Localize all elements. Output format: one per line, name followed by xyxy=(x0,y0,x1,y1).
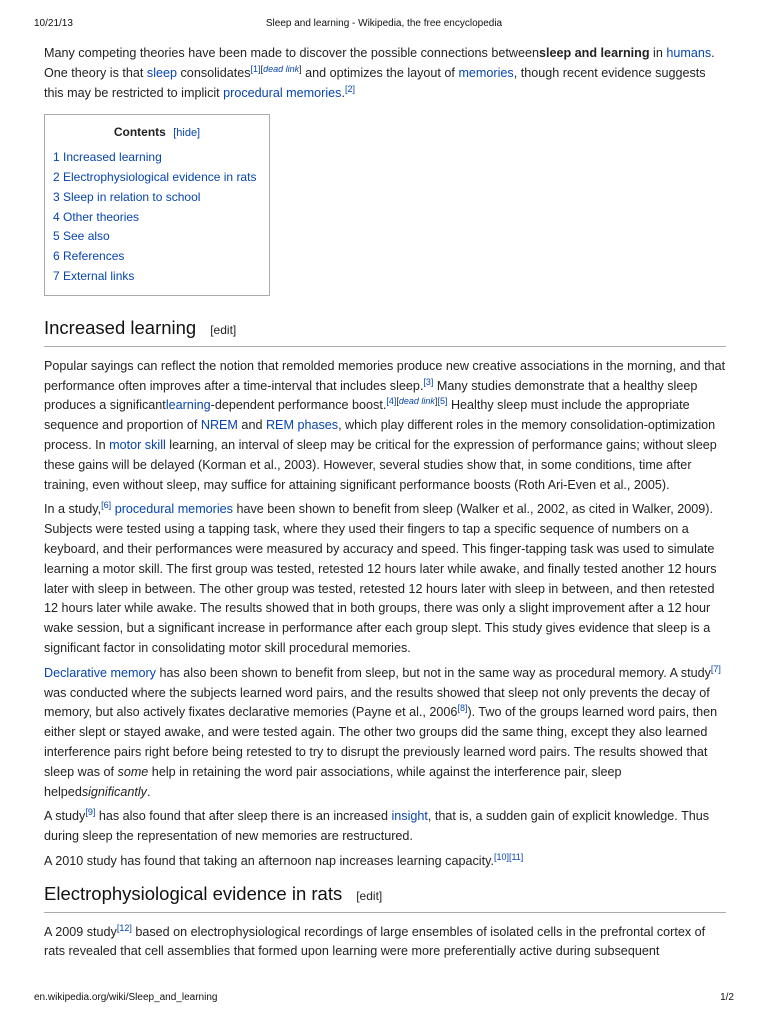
link-sleep[interactable]: sleep xyxy=(146,65,178,80)
citation-1[interactable]: [1] xyxy=(250,63,261,74)
link-procedural-memories[interactable]: procedural memories xyxy=(114,502,233,517)
citation-9[interactable]: [9] xyxy=(85,807,96,818)
toc-hide-toggle[interactable]: [hide] xyxy=(173,127,201,140)
text: help in retaining the word pair associations, while against the interference pair, sleep helped xyxy=(44,764,622,799)
text: based on electrophysiological recordings of large ensembles of isolated cells in the prefrontal cortex of rats revealed that cell assemblies that formed upon learning were more preferentially active during subsequent xyxy=(44,924,706,959)
toc-item[interactable]: 2 Electrophysiological evidence in rats xyxy=(53,169,257,184)
text: was conducted where the subjects learned word pairs, and the results showed that sleep not only prevents the decay of memory, but also actively fixates declarative memories (Payne et al., 2006 xyxy=(44,685,710,720)
link-motor-skill[interactable]: motor skill xyxy=(109,437,166,452)
section-heading-electrophysiological-evidence xyxy=(44,882,726,913)
print-footer xyxy=(34,992,734,1006)
text: A 2009 study xyxy=(44,924,117,939)
text: consolidates xyxy=(177,65,251,80)
text: , though recent evidence suggests this may be restricted to implicit xyxy=(44,65,706,100)
print-page-number: 1/2 xyxy=(720,992,734,1003)
print-header xyxy=(34,18,734,32)
toc-item[interactable]: 7 External links xyxy=(53,268,135,283)
text: and xyxy=(237,418,266,433)
citation-8[interactable]: [8] xyxy=(457,703,468,714)
text: ] xyxy=(299,63,302,74)
toc-item[interactable]: 1 Increased learning xyxy=(53,150,162,165)
section-heading-increased-learning xyxy=(44,316,726,347)
print-url: en.wikipedia.org/wiki/Sleep_and_learning xyxy=(34,992,218,1003)
bold-term: sleep and learning xyxy=(538,46,650,60)
emphasis: significantly xyxy=(81,784,147,799)
paragraph xyxy=(44,664,726,803)
citation-5[interactable]: [5] xyxy=(437,396,448,407)
link-declarative-memory[interactable]: Declarative memory xyxy=(44,665,156,680)
text: Healthy sleep must include the appropriate sequence and proportion of xyxy=(44,398,690,433)
link-rem-phases[interactable]: REM phases xyxy=(265,418,339,433)
toc-item[interactable]: 4 Other theories xyxy=(53,209,140,224)
emphasis: some xyxy=(117,764,149,779)
text: , that is, a sudden gain of explicit knowledge. Thus during sleep the representation of new memories are restructured. xyxy=(44,809,710,844)
text: in xyxy=(649,46,667,60)
citation-6[interactable]: [6] xyxy=(101,500,112,511)
paragraph xyxy=(44,807,726,847)
citation-3[interactable]: [3] xyxy=(423,376,434,387)
link-nrem[interactable]: NREM xyxy=(200,418,238,433)
paragraph xyxy=(44,923,726,963)
text: A study xyxy=(44,809,86,824)
text: A 2010 study has found that taking an afternoon nap increases learning capacity. xyxy=(44,853,494,868)
text: have been shown to benefit from sleep (Walker et al., 2002, as cited in Walker, 2009). Subjects were tested using a tapping task, where they used their fingers to tap a specific sequence of numbers on a keyboard, and their performances were measured by accuracy and speed. This finger-tapping task was used to simulate learning a motor skill. The first group was tested, retested 12 hours later while awake, and finally tested another 12 hours later with sleep in between. The other group was tested, retested 12 hours later with sleep in between, and then retested 12 hours later while awake. The results showed that in both groups, there was only a slight improvement after a 12 hour wake session, but a significant increase in performance after each group slept. This study gives evidence that sleep is a significant factor in consolidating motor skill procedural memories. xyxy=(44,502,717,655)
dead-link-note[interactable]: dead link xyxy=(398,396,435,407)
text: has also found that after sleep there is an increased xyxy=(95,809,392,824)
text: [ xyxy=(396,396,399,407)
text: -dependent performance boost. xyxy=(210,398,387,413)
text: . One theory is that xyxy=(44,46,715,80)
paragraph xyxy=(44,357,726,496)
text: . xyxy=(146,784,151,799)
toc-item[interactable]: 6 References xyxy=(53,249,125,264)
text: , which play different roles in the memory consolidation-optimization process. In xyxy=(44,418,716,452)
text: . xyxy=(341,85,345,100)
link-learning[interactable]: learning xyxy=(165,398,211,413)
heading-text: Increased learning xyxy=(44,316,197,338)
print-page-title: Sleep and learning - Wikipedia, the free encyclopedia xyxy=(265,18,503,29)
toc-title: Contents xyxy=(113,125,166,140)
toc-item[interactable]: 5 See also xyxy=(53,229,110,244)
text: learning, an interval of sleep may be critical for the expression of performance gains; without sleep these gains will be delayed (Korman et al., 2003). However, several studies show that, in some conditions, time after training, even without sleep, may suffice for attaining significant performance boosts (Roth Ari-Even et al., 2005). xyxy=(44,437,717,492)
link-humans[interactable]: humans xyxy=(666,46,712,60)
citation-7[interactable]: [7] xyxy=(710,663,721,674)
text: and optimizes the layout of xyxy=(301,65,459,80)
text: Many competing theories have been made to discover the possible connections between xyxy=(44,46,539,60)
text: In a study, xyxy=(44,502,102,517)
edit-section-link[interactable]: [edit] xyxy=(356,888,383,903)
citation-group xyxy=(251,64,302,74)
citation-10[interactable]: [10] xyxy=(493,851,509,862)
text: ). Two of the groups learned word pairs, then either slept or stayed awake, and were tested again. The other two groups did the same thing, except they also learned interference pairs right before being retested to try to disrupt the previously learned word pairs. The results showed that sleep was of xyxy=(44,705,718,779)
article-content xyxy=(44,44,726,967)
text: Popular sayings can reflect the notion that remolded memories produce new creative associations in the morning, and that performance often improves after a time-interval that includes sleep. xyxy=(44,358,726,393)
intro-paragraph xyxy=(44,44,726,103)
paragraph xyxy=(44,500,726,658)
toc-item[interactable]: 3 Sleep in relation to school xyxy=(53,189,201,204)
heading-text: Electrophysiological evidence in rats xyxy=(44,882,343,904)
text: Many studies demonstrate that a healthy sleep produces a significant xyxy=(44,378,698,413)
citation-4[interactable]: [4] xyxy=(386,396,397,407)
text: ] xyxy=(434,396,438,407)
link-memories[interactable]: memories xyxy=(458,65,514,80)
toc-header xyxy=(53,123,261,144)
table-of-contents xyxy=(44,114,270,295)
citation-group xyxy=(386,396,447,406)
link-insight[interactable]: insight xyxy=(391,809,428,824)
citation-11[interactable]: [11] xyxy=(508,851,524,862)
citation-2[interactable]: [2] xyxy=(344,83,355,94)
paragraph xyxy=(44,852,726,872)
dead-link-note[interactable]: dead link xyxy=(263,63,300,74)
citation-12[interactable]: [12] xyxy=(116,922,132,933)
link-procedural-memories[interactable]: procedural memories xyxy=(223,85,342,100)
edit-section-link[interactable]: [edit] xyxy=(210,322,237,337)
print-date: 10/21/13 xyxy=(34,18,73,29)
text: has also been shown to benefit from sleep, but not in the same way as procedural memory. A study xyxy=(155,665,711,680)
text: [ xyxy=(260,63,264,74)
